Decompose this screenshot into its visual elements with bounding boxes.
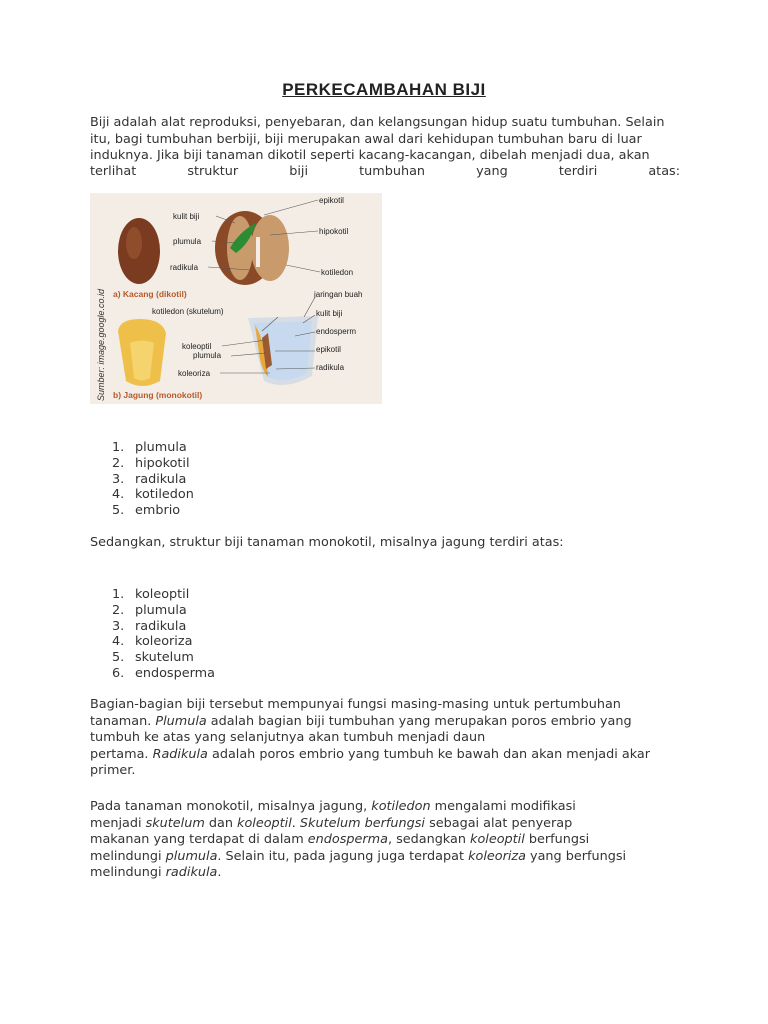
- label-kulit-biji-2: kulit biji: [316, 309, 343, 318]
- term-plumula: Plumula: [155, 713, 207, 729]
- intro-word: atas:: [648, 164, 681, 179]
- label-kulit-biji: kulit biji: [173, 212, 200, 221]
- caption-kacang: a) Kacang (dikotil): [113, 289, 187, 299]
- label-jaringan-buah: jaringan buah: [314, 290, 363, 299]
- label-epikotil-2: epikotil: [316, 345, 341, 354]
- label-koleoptil: koleoptil: [182, 342, 212, 351]
- label-plumula: plumula: [173, 237, 202, 246]
- function-paragraph: Bagian-bagian biji tersebut mempunyai fungsi masing-masing untuk pertumbuhan tanaman. Plumula adalah bagian biji tumbuhan yang merupakan poros embrio yang tumbuh ke atas yang selanjutnya akan tumbuh menjadi daun pertama. Radikula adalah poros embrio yang tumbuh ke bawah dan akan menjadi akar primer.: [90, 697, 651, 778]
- list-item: 1. koleoptil: [112, 587, 190, 602]
- term-radikula-2: radikula: [165, 865, 218, 880]
- term-kotiledon: kotiledon: [371, 799, 431, 814]
- label-kotiledon: kotiledon: [321, 268, 354, 277]
- caption-jagung: b) Jagung (monokotil): [113, 390, 203, 400]
- term-radikula: Radikula: [152, 746, 208, 762]
- intro-word: yang: [476, 164, 508, 179]
- term-koleoptil: koleoptil: [237, 815, 292, 831]
- intro-word: terdiri: [558, 164, 598, 179]
- label-radikula-2: radikula: [316, 363, 345, 372]
- label-koleoriza: koleoriza: [178, 369, 211, 378]
- intro-last-line: [90, 164, 680, 181]
- monokotil-intro: Sedangkan, struktur biji tanaman monokotil, misalnya jagung terdiri atas:: [90, 535, 564, 550]
- monokotil-paragraph: Pada tanaman monokotil, misalnya jagung, kotiledon mengalami modifikasi menjadi skutelum dan koleoptil. Skutelum berfungsi sebagai alat penyerap makanan yang terdapat di dalam endosperma, sedangkan koleoptil berfungsi melindungi plumula. Selain itu, pada jagung juga terdapat koleoriza yang berfungsi melindungi radikula.: [90, 799, 627, 880]
- intro-word: struktur: [187, 164, 239, 179]
- term-koleoriza: koleoriza: [468, 848, 526, 864]
- term-skutelum: skutelum: [145, 815, 205, 831]
- list-item: 2. hipokotil: [112, 455, 190, 471]
- seed-structure-figure: [90, 193, 382, 404]
- dikotil-structure-list: [90, 440, 194, 519]
- term-skutelum-berfungsi: Skutelum berfungsi: [299, 815, 425, 831]
- term-koleoptil-2: koleoptil: [470, 832, 525, 847]
- intro-text: Biji adalah alat reproduksi, penyebaran, dan kelangsungan hidup suatu tumbuhan. Selain itu, bagi tumbuhan berbiji, biji merupakan awal dari kehidupan tumbuhan baru di luar induknya. Jika biji tanaman dikotil seperti kacang-kacangan, dibelah menjadi dua, akan: [90, 115, 665, 163]
- label-plumula-2: plumula: [193, 351, 222, 360]
- split-bean-icon: [215, 211, 289, 285]
- term-plumula-2: plumula: [165, 848, 218, 864]
- list-item: 6. endosperma: [112, 665, 215, 681]
- label-radikula: radikula: [170, 263, 199, 272]
- list-item: 2. plumula: [112, 602, 187, 618]
- label-hipokotil: hipokotil: [319, 227, 349, 236]
- intro-word: terlihat: [90, 164, 137, 179]
- monokotil-structure-list: [90, 587, 215, 682]
- term-endosperma: endosperma: [307, 832, 388, 847]
- intro-paragraph: [90, 115, 680, 165]
- figure-source: Sumber: image.google.co.id: [96, 288, 106, 401]
- label-kotiledon-skutelum: kotiledon (skutelum): [152, 307, 224, 316]
- list-item: 3. radikula: [112, 471, 187, 487]
- intro-word: biji: [289, 164, 309, 179]
- list-item: 5. skutelum: [112, 650, 194, 666]
- label-epikotil: epikotil: [319, 196, 344, 205]
- list-item: 3. radikula: [112, 618, 187, 634]
- label-endosperm: endosperm: [316, 327, 357, 336]
- intro-word: tumbuhan: [359, 164, 426, 179]
- corn-section-icon: [248, 316, 318, 385]
- page-title: PERKECAMBAHAN BIJI: [282, 80, 486, 99]
- corn-kernel-icon: [118, 319, 166, 386]
- list-item: 4. koleoriza: [112, 634, 193, 650]
- list-item: 1. plumula: [112, 440, 187, 455]
- list-item: 4. kotiledon: [112, 487, 194, 503]
- list-item: 5. embrio: [112, 503, 181, 519]
